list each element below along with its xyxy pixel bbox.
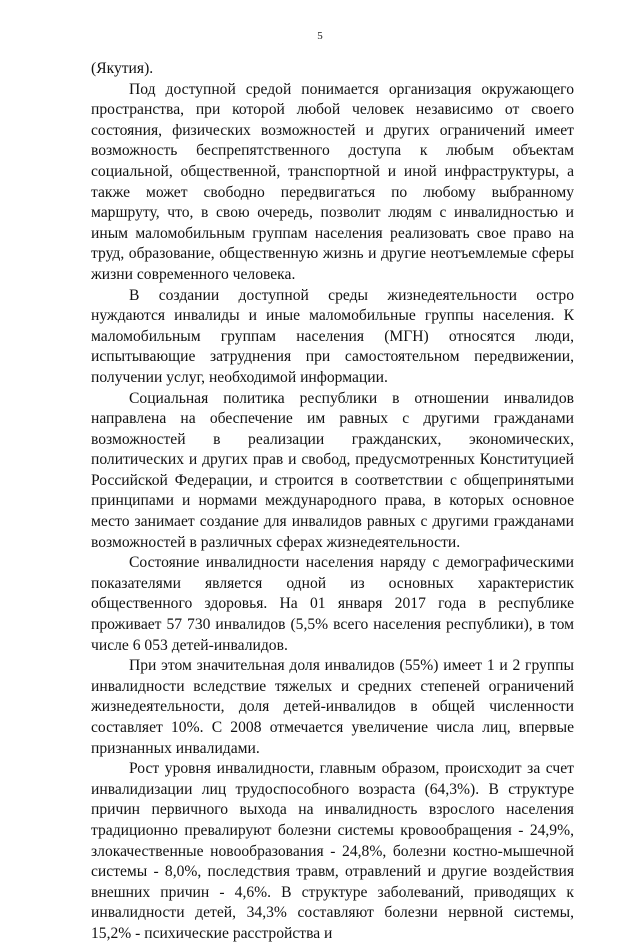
body-text	[91, 59, 574, 945]
page-number: 5	[317, 30, 323, 42]
paragraph-social-policy: Социальная политика республики в отношении инвалидов направлена на обеспечение им равных с другими гражданами возможностей в реализации гражданских, экономических, политических и других прав и свобод, предусмотренных Конституцией Российской Федерации, и строится в соответствии с общепринятыми принципами и нормами международного права, в которых основное место занимает создание для инвалидов равных с другими гражданами возможностей в различных сферах жизнедеятельности.	[91, 389, 574, 551]
paragraph-disability-causes: Рост уровня инвалидности, главным образом, происходит за счет инвалидизации лиц трудоспособного возраста (64,3%). В структуре причин первичного выхода на инвалидность взрослого населения традиционно превалируют болезни системы кровообращения - 24,9%, злокачественные новообразования - 24,8%, болезни костно-мышечной системы - 8,0%, последствия травм, отравлений и другие воздействия внешних причин - 4,6%. В структуре заболеваний, приводящих к инвалидности детей, 34,3% составляют болезни нервной системы, 15,2% - психические расстройства и	[91, 760, 574, 942]
paragraph-disability-statistics: Состояние инвалидности населения наряду с демографическими показателями является одной из основных характеристик общественного здоровья. На 01 января 2017 года в республике проживает 57 730 инвалидов (5,5% всего населения республики), в том числе 6 053 детей-инвалидов.	[91, 554, 574, 654]
paragraph-continuation: (Якутия).	[91, 60, 154, 77]
paragraph-disability-groups: При этом значительная доля инвалидов (55%) имеет 1 и 2 группы инвалидности вследствие тяжелых и средних степеней ограничений жизнедеятельности, доля детей-инвалидов в общей численности составляет 10%. С 2008 отмечается увеличение числа лиц, впервые признанных инвалидами.	[91, 657, 574, 757]
paragraph-accessible-environment-definition: Под доступной средой понимается организация окружающего пространства, при которой любой человек независимо от своего состояния, физических возможностей и других ограничений имеет возможность беспрепятственного доступа к любым объектам социальной, общественной, транспортной и иной инфраструктуры, а также может свободно передвигаться по любому выбранному маршруту, что, в свою очередь, позволит людям с инвалидностью и иным маломобильным группам населения реализовать свое право на труд, образование, общественную жизнь и другие неотъемлемые сферы жизни современного человека.	[91, 80, 574, 283]
paragraph-mobility-groups: В создании доступной среды жизнедеятельности остро нуждаются инвалиды и иные маломобильные группы населения. К маломобильным группам населения (МГН) относятся люди, испытывающие затруднения при самостоятельном передвижении, получении услуг, необходимой информации.	[91, 286, 574, 386]
